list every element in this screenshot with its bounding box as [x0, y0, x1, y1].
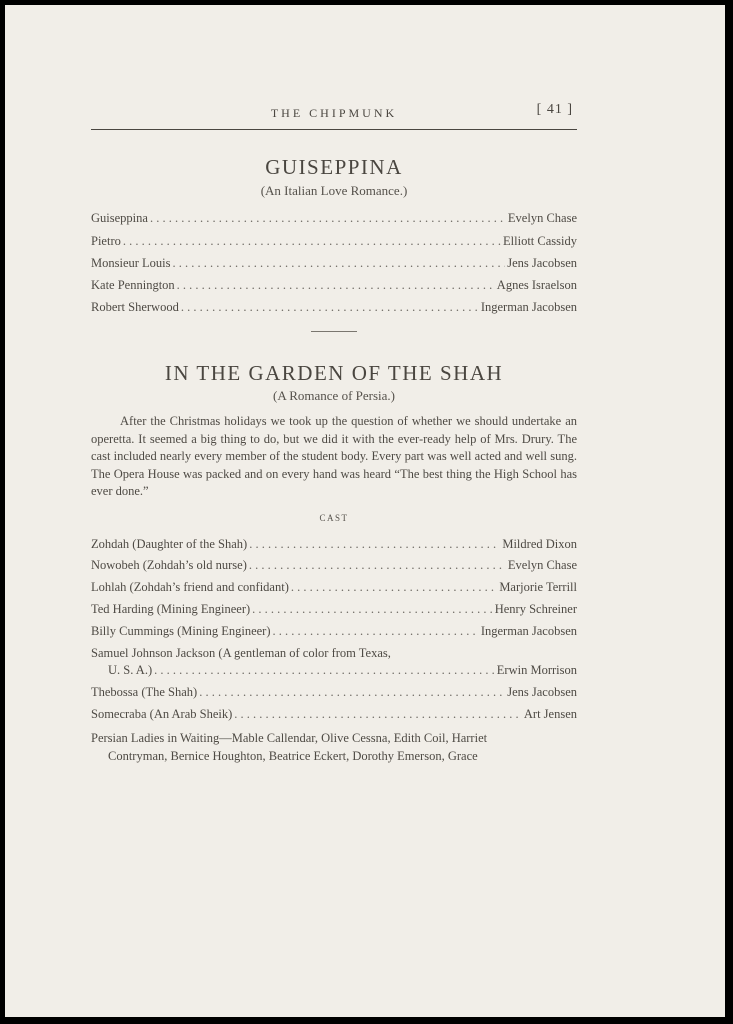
running-header — [91, 101, 577, 130]
cast-row — [108, 663, 577, 681]
cast-actor: Erwin Morrison — [496, 663, 577, 677]
cast-actor: Marjorie Terrill — [499, 580, 577, 594]
page — [5, 5, 725, 1017]
leader-dots — [234, 707, 522, 722]
cast-actor: Ingerman Jacobsen — [480, 300, 577, 314]
cast-row — [91, 234, 577, 252]
cast-role: Kate Pennington — [91, 278, 175, 292]
cast-role: U. S. A.) — [108, 663, 153, 677]
cast-actor: Ingerman Jacobsen — [480, 624, 577, 638]
cast-role: Monsieur Louis — [91, 256, 171, 270]
cast-row — [91, 685, 577, 703]
leader-dots — [273, 624, 479, 639]
play-subtitle-garden-of-the-shah: (A Romance of Persia.) — [272, 388, 396, 403]
cast-row — [91, 300, 577, 318]
cast-role: Somecraba (An Arab Sheik) — [91, 707, 233, 721]
play-title-garden-of-the-shah: IN THE GARDEN OF THE SHAH — [164, 361, 504, 385]
cast-role-samuel: Samuel Johnson Jackson (A gentleman of color from Texas, — [91, 646, 391, 660]
leader-dots — [177, 278, 495, 293]
leader-dots — [291, 580, 497, 595]
cast-row — [91, 580, 577, 598]
cast-actor: Jens Jacobsen — [507, 256, 577, 270]
cast-actor: Evelyn Chase — [507, 211, 577, 225]
cast-actor: Elliott Cassidy — [503, 234, 577, 248]
cast-row — [91, 707, 577, 725]
description-paragraph: After the Christmas holidays we took up the question of whether we should undertake an operetta. It seemed a big thing to do, but we did it with the ever-ready help of Mrs. Drury. The cast included nearly every member of the student body. Every part was well acted and well sung. The Opera House was packed and on every hand was heard “The best thing the High School has ever done.” — [91, 414, 577, 498]
cast-row — [91, 256, 577, 274]
cast-actor: Jens Jacobsen — [507, 685, 577, 699]
persian-ladies-entry — [91, 729, 577, 765]
cast-role: Guiseppina — [91, 211, 148, 225]
play-title-guiseppina: GUISEPPINA — [265, 155, 403, 179]
leader-dots — [249, 537, 500, 552]
cast-row — [91, 537, 577, 555]
cast-row — [91, 211, 577, 229]
cast-role: Thebossa (The Shah) — [91, 685, 198, 699]
cast-role: Pietro — [91, 234, 121, 248]
leader-dots — [123, 234, 501, 249]
cast-actor: Evelyn Chase — [507, 558, 577, 572]
play-subtitle-guiseppina: (An Italian Love Romance.) — [260, 183, 408, 198]
cast-actor: Art Jensen — [523, 707, 577, 721]
cast-row — [91, 558, 577, 576]
cast-row — [91, 624, 577, 642]
persian-ladies-line-1: Persian Ladies in Waiting—Mable Callendar, Olive Cessna, Edith Coil, Harriet — [91, 731, 488, 745]
page-number: [ 41 ] — [536, 102, 573, 117]
persian-ladies-line-2: Contryman, Bernice Houghton, Beatrice Eckert, Dorothy Emerson, Grace — [108, 749, 478, 763]
cast-actor: Agnes Israelson — [496, 278, 577, 292]
leader-dots — [173, 256, 506, 271]
cast-row — [91, 278, 577, 296]
cast-heading: CAST — [319, 513, 349, 523]
cast-role: Nowobeh (Zohdah’s old nurse) — [91, 558, 247, 572]
leader-dots — [252, 602, 493, 617]
cast-row — [91, 602, 577, 620]
leader-dots — [154, 663, 495, 678]
running-title: THE CHIPMUNK — [270, 106, 398, 120]
section-divider — [311, 331, 357, 332]
cast-actor: Mildred Dixon — [502, 537, 577, 551]
leader-dots — [199, 685, 505, 700]
leader-dots — [150, 211, 506, 226]
cast-role: Lohlah (Zohdah’s friend and confidant) — [91, 580, 289, 594]
cast-actor: Henry Schreiner — [494, 602, 577, 616]
cast-role: Ted Harding (Mining Engineer) — [91, 602, 251, 616]
cast-role: Zohdah (Daughter of the Shah) — [91, 537, 248, 551]
cast-role: Billy Cummings (Mining Engineer) — [91, 624, 271, 638]
cast-role: Robert Sherwood — [91, 300, 179, 314]
leader-dots — [249, 558, 506, 573]
leader-dots — [181, 300, 479, 315]
